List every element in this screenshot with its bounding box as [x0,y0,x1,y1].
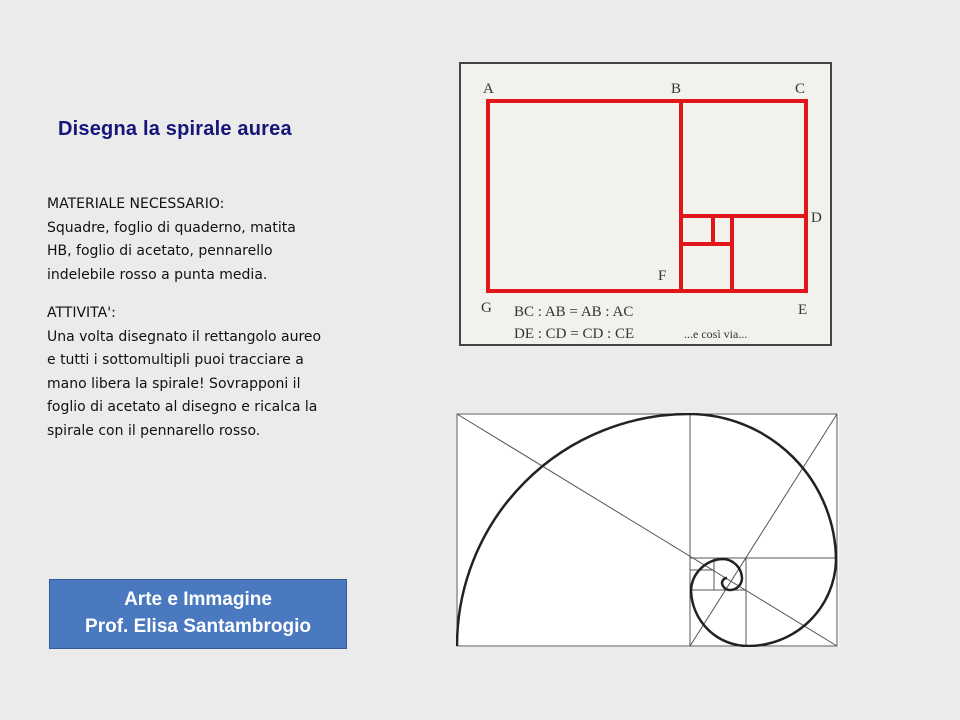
label-c: C [795,81,806,97]
materials-line: HB, foglio di acetato, pennarello [47,243,273,259]
activity-heading: ATTIVITA': [47,305,116,321]
materials-line: Squadre, foglio di quaderno, matita [47,219,296,236]
formula-2: DE : CD = CD : CE [514,326,635,342]
page-title: Disegna la spirale aurea [58,118,292,140]
materials-section [47,193,367,287]
activity-line: Una volta disegnato il rettangolo aureo [47,328,322,345]
outer-rectangle [488,101,806,291]
diagonal-line [690,414,837,646]
label-f: F [658,268,667,284]
label-d: D [811,210,822,226]
materials-heading: MATERIALE NECESSARIO: [47,196,225,212]
activity-line: e tutti i sottomultipli puoi tracciare a [47,352,304,368]
label-b: B [671,81,682,97]
activity-line: foglio di acetato al disegno e ricalca la [47,399,318,415]
activity-line: mano libera la spirale! Sovrapponi il [47,375,301,392]
label-g: G [481,300,492,316]
diagonal-line [457,414,837,646]
golden-rectangle-drawing [461,64,834,348]
golden-spiral-drawing [456,413,839,647]
label-e: E [798,302,808,318]
formula-1: BC : AB = AB : AC [514,304,634,320]
credit-teacher: Prof. Elisa Santambrogio [85,616,311,637]
credit-box [49,579,347,649]
formula-note: ...e così via... [684,327,748,341]
activity-line: spirale con il pennarello rosso. [47,422,261,439]
materials-line: indelebile rosso a punta media. [47,266,268,283]
golden-spiral-figure [456,413,839,647]
credit-subject: Arte e Immagine [124,589,272,610]
activity-section [47,302,367,443]
label-a: A [483,81,494,97]
golden-rectangle-figure [459,62,832,346]
